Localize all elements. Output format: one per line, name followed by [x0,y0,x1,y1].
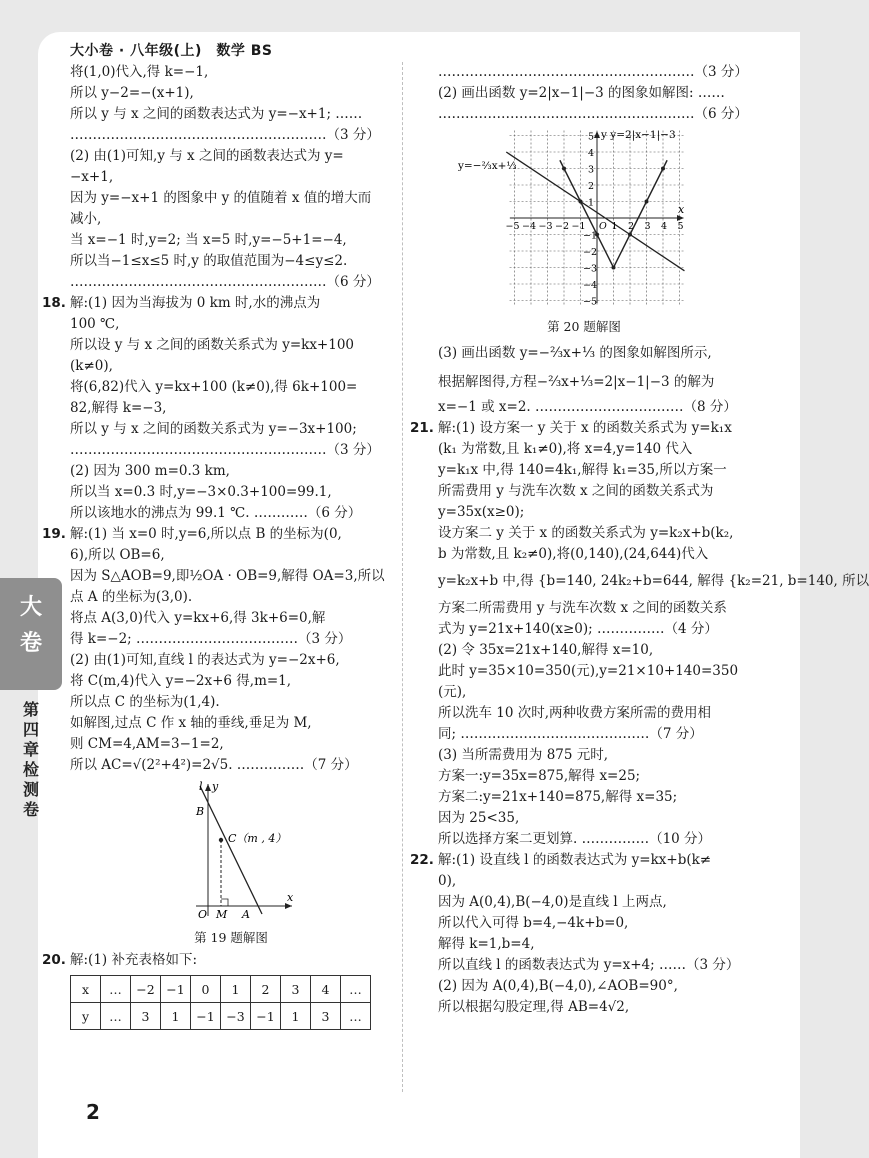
answer-line: 方案二:y=21x+140=875,解得 x=35; [438,789,678,805]
answer-line: 将点 A(3,0)代入 y=kx+6,得 3k+6=0,解 [70,610,326,626]
label-o: O [198,908,208,921]
answer-line: 所以该地水的沸点为 99.1 ℃. …………（6 分） [70,505,362,521]
page-header: 大小卷 · 八年级(上) 数学 BS [70,43,273,59]
chapter-char: 第 [22,700,39,719]
table-cell: −1 [251,1003,281,1030]
answer-line: 方案一:y=35x=875,解得 x=25; [438,768,641,784]
question-number: 20. [42,952,66,968]
x-tick-label: −3 [538,221,553,232]
label-x: x [287,891,294,904]
y-axis-arrow [594,131,600,138]
figure-q19-graph [70,780,392,920]
y-tick-label: 5 [588,131,595,143]
answer-line: y=k₂x+b 中,得 {b=140, 24k₂+b=644, 解得 {k₂=21, b=140, 所以 [438,573,869,589]
answer-line: 点 A 的坐标为(3,0). [70,589,193,605]
answer-line: 式为 y=21x+140(x≥0); ……………（4 分） [438,621,718,637]
table-row [71,976,371,1003]
x-tick-label: 2 [628,221,635,232]
right-angle-mark [221,899,228,906]
side-tab-char: 大 [19,595,42,620]
answer-line: 所以当−1≤x≤5 时,y 的取值范围为−4≤y≤2. [70,253,348,269]
table-cell: 1 [281,1003,311,1030]
y-tick-label: −4 [583,280,598,291]
graph-point [612,266,616,270]
table-cell: x [71,976,101,1003]
label-l: l [199,780,203,793]
answer-line: 此时 y=35×10=350(元),y=21×10+140=350 [438,663,739,679]
question-number: 19. [42,526,66,542]
graph-point [562,167,566,171]
answer-line: (2) 令 35x=21x+140,解得 x=10, [438,642,654,658]
table-cell: 1 [221,976,251,1003]
y-tick-label: −2 [583,247,598,258]
question-number: 21. [410,420,434,436]
figure-caption: 第 19 题解图 [194,930,268,945]
table-cell: −3 [221,1003,251,1030]
answer-line: (元), [438,684,467,700]
answer-line: 所以选择方案二更划算. ……………（10 分） [438,831,712,847]
side-tab [0,578,62,690]
table-row [71,1003,371,1030]
x-tick-label: −1 [571,221,586,232]
answer-line: (2) 因为 A(0,4),B(−4,0),∠AOB=90°, [438,978,678,994]
q22-solution [410,850,740,1018]
answer-line: 6),所以 OB=6, [70,547,165,563]
label-line-function: y=−⅔x+⅓ [458,160,517,172]
left-column [42,62,392,1030]
answer-line: 减小, [70,211,102,227]
y-tick-label: 2 [588,181,595,192]
answer-line: 将(6,82)代入 y=kx+100 (k≠0),得 6k+100= [70,379,358,395]
table-cell: −1 [191,1003,221,1030]
answer-line: 所以根据勾股定理,得 AB=4√2, [438,999,630,1015]
question-number: 18. [42,295,66,311]
figure-q20 [438,129,730,337]
table-cell: 1 [161,1003,191,1030]
x-tick-label: −4 [522,221,537,232]
label-v-function: y y=2|x−1|−3 [601,129,676,141]
answer-line: 解:(1) 设直线 l 的函数表达式为 y=kx+b(k≠ [438,852,712,868]
chapter-char: 四 [22,720,39,739]
answer-line: 所以直线 l 的函数表达式为 y=x+4; ……（3 分） [438,957,740,973]
answer-line: y=35x(x≥0); [438,504,525,520]
tick-labels [506,132,684,308]
line-l [200,786,262,914]
answer-line: …………………………………………………（3 分） [438,64,748,80]
answer-line: 所以 AC=√(2²+4²)=2√5. ……………（7 分） [70,757,358,773]
y-tick-label: −5 [583,296,598,308]
figure-q19 [70,780,392,948]
chapter-label [14,700,48,820]
answer-line: 所以洗车 10 次时,两种收费方案所需的费用相 [438,705,712,721]
y-tick-label: 1 [588,197,595,209]
label-m: M [216,908,228,921]
answer-line: 0), [438,873,457,889]
answer-line: (3) 当所需费用为 875 元时, [438,747,609,763]
x-tick-label: 4 [661,221,668,232]
figure-q20-graph [438,129,730,309]
answer-line: 所以 y 与 x 之间的函数关系式为 y=−3x+100; [70,421,357,437]
graph-point [579,200,583,204]
chapter-char: 测 [22,780,39,799]
table-cell: 0 [191,976,221,1003]
table-cell: … [101,1003,131,1030]
answer-line: 则 CM=4,AM=3−1=2, [70,736,224,752]
answer-line: 解:(1) 因为当海拔为 0 km 时,水的沸点为 [70,295,321,311]
answer-line: …………………………………………………（6 分） [70,274,380,290]
answer-line: 100 ℃, [70,316,120,332]
answer-line: 将(1,0)代入,得 k=−1, [70,64,209,80]
answer-line: 得 k=−2; ………………………………（3 分） [70,631,352,647]
answer-line: 所以代入可得 b=4,−4k+b=0, [438,915,629,931]
answer-line: (k≠0), [70,358,113,374]
answer-line: 解:(1) 当 x=0 时,y=6,所以点 B 的坐标为(0, [70,526,342,542]
x-tick-label: −2 [555,221,570,232]
x-tick-label: 1 [611,221,618,232]
graph-point [628,233,632,237]
value-table [70,975,371,1030]
chapter-char: 检 [22,760,39,779]
answer-line: (3) 画出函数 y=−⅔x+⅓ 的图象如解图所示, [438,345,712,361]
column-divider [402,62,403,1092]
answer-line: 因为 A(0,4),B(−4,0)是直线 l 上两点, [438,894,667,910]
answer-line: 解:(1) 设方案一 y 关于 x 的函数关系式为 y=k₁x [438,420,732,436]
label-x: x [678,203,685,216]
graph-point [645,200,649,204]
answer-line: 解得 k=1,b=4, [438,936,535,952]
answer-line: 因为 S△AOB=9,即½OA · OB=9,解得 OA=3,所以 [70,568,385,584]
label-b: B [196,805,205,818]
right-column [410,62,869,1018]
chapter-char: 卷 [22,800,39,819]
answer-line: 解:(1) 补充表格如下: [70,952,198,968]
y-tick-label: −1 [583,230,598,242]
graph-point [661,167,665,171]
x-tick-label: 3 [644,221,651,232]
answer-line: 82,解得 k=−3, [70,400,167,416]
answer-line: 所以设 y 与 x 之间的函数关系式为 y=kx+100 [70,337,355,353]
table-cell: 3 [131,1003,161,1030]
side-tab-char: 卷 [19,631,42,656]
x-tick-label: 5 [677,221,684,232]
answer-line: 所以 y 与 x 之间的函数表达式为 y=−x+1; …… [70,106,363,122]
figure-caption: 第 20 题解图 [547,319,621,334]
chapter-char: 章 [22,740,39,759]
label-y: y [212,780,219,793]
answer-line: −x+1, [70,169,114,185]
answer-line: (k₁ 为常数,且 k₁≠0),将 x=4,y=140 代入 [438,441,693,457]
answer-line: (2) 由(1)可知,直线 l 的表达式为 y=−2x+6, [70,652,340,668]
answer-line: …………………………………………………（6 分） [438,106,748,122]
table-cell: … [101,976,131,1003]
answer-line: (2) 由(1)可知,y 与 x 之间的函数表达式为 y= [70,148,344,164]
table-cell: 4 [311,976,341,1003]
y-axis-arrow [205,784,211,791]
answer-line: 同; ……………………………………（7 分） [438,726,703,742]
table-cell: −2 [131,976,161,1003]
q17-solution [70,62,392,293]
y-tick-label: 4 [588,148,595,159]
answer-line: x=−1 或 x=2. ……………………………（8 分） [438,399,737,415]
answer-line: 根据解图得,方程−⅔x+⅓=2|x−1|−3 的解为 [438,374,715,390]
answer-line: 将 C(m,4)代入 y=−2x+6 得,m=1, [70,673,292,689]
answer-line: b 为常数,且 k₂≠0),将(0,140),(24,644)代入 [438,546,709,562]
q19-solution [42,524,392,776]
answer-line: y=k₁x 中,得 140=4k₁,解得 k₁=35,所以方案一 [438,462,727,478]
table-cell: 3 [311,1003,341,1030]
table-cell: … [341,1003,371,1030]
answer-line: …………………………………………………（3 分） [70,127,380,143]
page-number: 2 [86,1100,100,1124]
answer-line: (2) 因为 300 m=0.3 km, [70,463,230,479]
x-tick-label: O [599,221,607,232]
answer-line: (2) 画出函数 y=2|x−1|−3 的图象如解图: …… [438,85,725,101]
answer-line: 当 x=−1 时,y=2; 当 x=5 时,y=−5+1=−4, [70,232,347,248]
question-number: 22. [410,852,434,868]
answer-line: 所以 y−2=−(x+1), [70,85,194,101]
answer-line: 所以当 x=0.3 时,y=−3×0.3+100=99.1, [70,484,332,500]
q20-solution [42,950,392,1030]
answer-line: 因为 y=−x+1 的图象中 y 的值随着 x 值的增大而 [70,190,372,206]
label-a: A [242,908,250,921]
x-tick-label: −5 [505,221,520,232]
answer-line: 所以点 C 的坐标为(1,4). [70,694,220,710]
answer-line: 所需费用 y 与洗车次数 x 之间的函数关系式为 [438,483,714,499]
q21-solution [410,418,869,850]
answer-line: …………………………………………………（3 分） [70,442,380,458]
answer-line: 方案二所需费用 y 与洗车次数 x 之间的函数关系 [438,600,727,616]
answer-line: 因为 25<35, [438,810,520,826]
table-cell: 2 [251,976,281,1003]
table-cell: … [341,976,371,1003]
label-c: C（m , 4） [228,832,287,845]
y-tick-label: 3 [588,164,595,176]
q18-solution [42,293,392,524]
table-cell: 3 [281,976,311,1003]
point-c [219,838,223,842]
answer-line: 设方案二 y 关于 x 的函数关系式为 y=k₂x+b(k₂, [438,525,734,541]
y-tick-label: −3 [583,263,598,275]
answer-line: 如解图,过点 C 作 x 轴的垂线,垂足为 M, [70,715,312,731]
table-cell: y [71,1003,101,1030]
table-cell: −1 [161,976,191,1003]
